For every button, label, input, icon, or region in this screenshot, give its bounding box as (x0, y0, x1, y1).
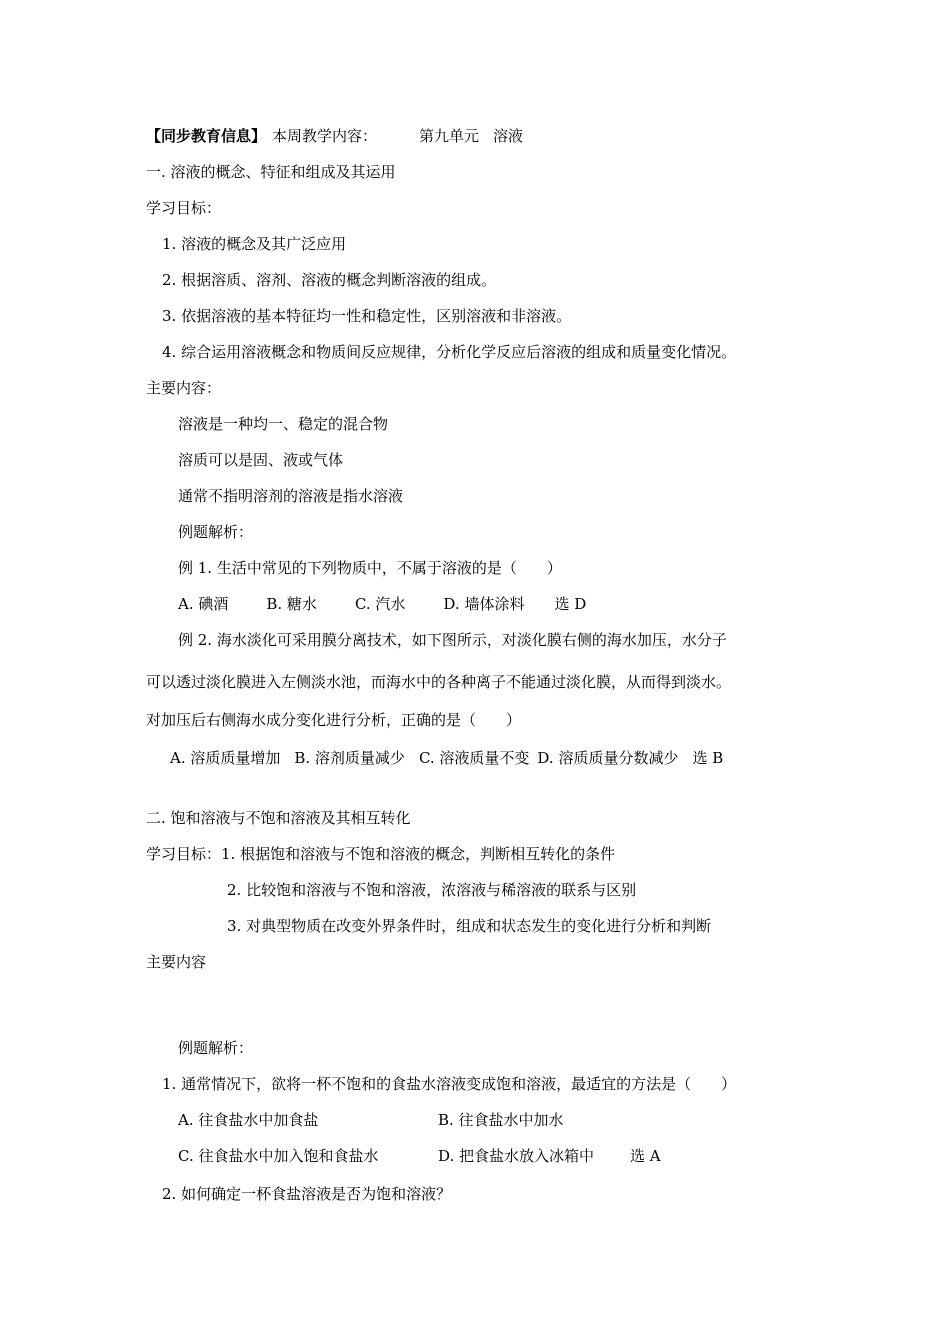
section2-goal-3: 3. 对典型物质在改变外界条件时，组成和状态发生的变化进行分析和判断 (227, 917, 712, 935)
example-1-option-a: A. 碘酒 (178, 595, 229, 613)
example-2-line-1: 例 2. 海水淡化可采用膜分离技术，如下图所示，对淡化膜右侧的海水加压，水分子 (178, 631, 727, 649)
header-line (146, 126, 523, 146)
question-1-option-b: B. 往食盐水中加水 (438, 1111, 564, 1129)
example-1-question: 例 1. 生活中常见的下列物质中，不属于溶液的是（ ） (178, 559, 562, 577)
example-2-option-a: A. 溶质质量增加 (170, 749, 281, 767)
section1-goal-1: 1. 溶液的概念及其广泛应用 (162, 235, 347, 253)
section1-content-3: 通常不指明溶剂的溶液是指水溶液 (178, 487, 404, 505)
example-2-option-b: B. 溶剂质量减少 (294, 749, 405, 767)
section2-goals-label: 学习目标： (146, 845, 222, 863)
example-2-line-3: 对加压后右侧海水成分变化进行分析，正确的是（ ） (146, 711, 522, 729)
section1-examples-label: 例题解析： (178, 523, 254, 541)
example-1-options (178, 594, 586, 614)
section1-goal-2: 2. 根据溶质、溶剂、溶液的概念判断溶液的组成。 (162, 271, 497, 289)
example-2-option-d: D. 溶质质量分数减少 (537, 749, 679, 767)
section2-goal-2: 2. 比较饱和溶液与不饱和溶液，浓溶液与稀溶液的联系与区别 (227, 881, 637, 899)
example-2-option-c: C. 溶液质量不变 (418, 749, 530, 767)
section1-content-label: 主要内容： (146, 379, 222, 397)
section1-goals-label: 学习目标： (146, 199, 222, 217)
header-topic: 溶液 (493, 127, 524, 145)
question-1-option-a: A. 往食盐水中加食盐 (178, 1111, 319, 1129)
example-1-option-d: D. 墙体涂料 (443, 595, 525, 613)
question-1-option-d: D. 把食盐水放入冰箱中 (438, 1147, 595, 1165)
section1-goal-3: 3. 依据溶液的基本特征均一性和稳定性，区别溶液和非溶液。 (162, 307, 572, 325)
section2-content-label: 主要内容 (146, 953, 207, 971)
question-2: 2. 如何确定一杯食盐溶液是否为饱和溶液？ (162, 1185, 452, 1203)
example-2-line-2: 可以透过淡化膜进入左侧淡水池，而海水中的各种离子不能通过淡化膜，从而得到淡水。 (146, 673, 732, 691)
section2-examples-label: 例题解析： (178, 1039, 254, 1057)
section1-goal-4: 4. 综合运用溶液概念和物质间反应规律，分析化学反应后溶液的组成和质量变化情况。 (162, 343, 737, 361)
header-label: 本周教学内容： (272, 127, 378, 145)
question-1-option-c: C. 往食盐水中加入饱和食盐水 (178, 1147, 379, 1165)
example-2-answer: 选 B (692, 749, 724, 767)
example-1-option-c: C. 汽水 (354, 595, 406, 613)
section2-goal-1: 1. 根据饱和溶液与不饱和溶液的概念，判断相互转化的条件 (221, 845, 616, 863)
question-1: 1. 通常情况下，欲将一杯不饱和的食盐水溶液变成饱和溶液，最适宜的方法是（ ） (162, 1075, 737, 1093)
example-1-answer: 选 D (554, 595, 587, 613)
question-1-options-row-2 (178, 1146, 661, 1166)
example-2-options (170, 748, 723, 768)
section2-goals-row-1 (146, 844, 615, 864)
question-1-answer: 选 A (630, 1147, 661, 1165)
header-unit: 第九单元 (419, 127, 480, 145)
section1-title: 一. 溶液的概念、特征和组成及其运用 (146, 163, 396, 181)
section1-content-2: 溶质可以是固、液或气体 (178, 451, 344, 469)
question-1-options-row-1 (178, 1110, 564, 1130)
example-1-option-b: B. 糖水 (266, 595, 317, 613)
header-tag: 【同步教育信息】 (146, 127, 267, 145)
section1-content-1: 溶液是一种均一、稳定的混合物 (178, 415, 389, 433)
section2-title: 二. 饱和溶液与不饱和溶液及其相互转化 (146, 809, 411, 827)
